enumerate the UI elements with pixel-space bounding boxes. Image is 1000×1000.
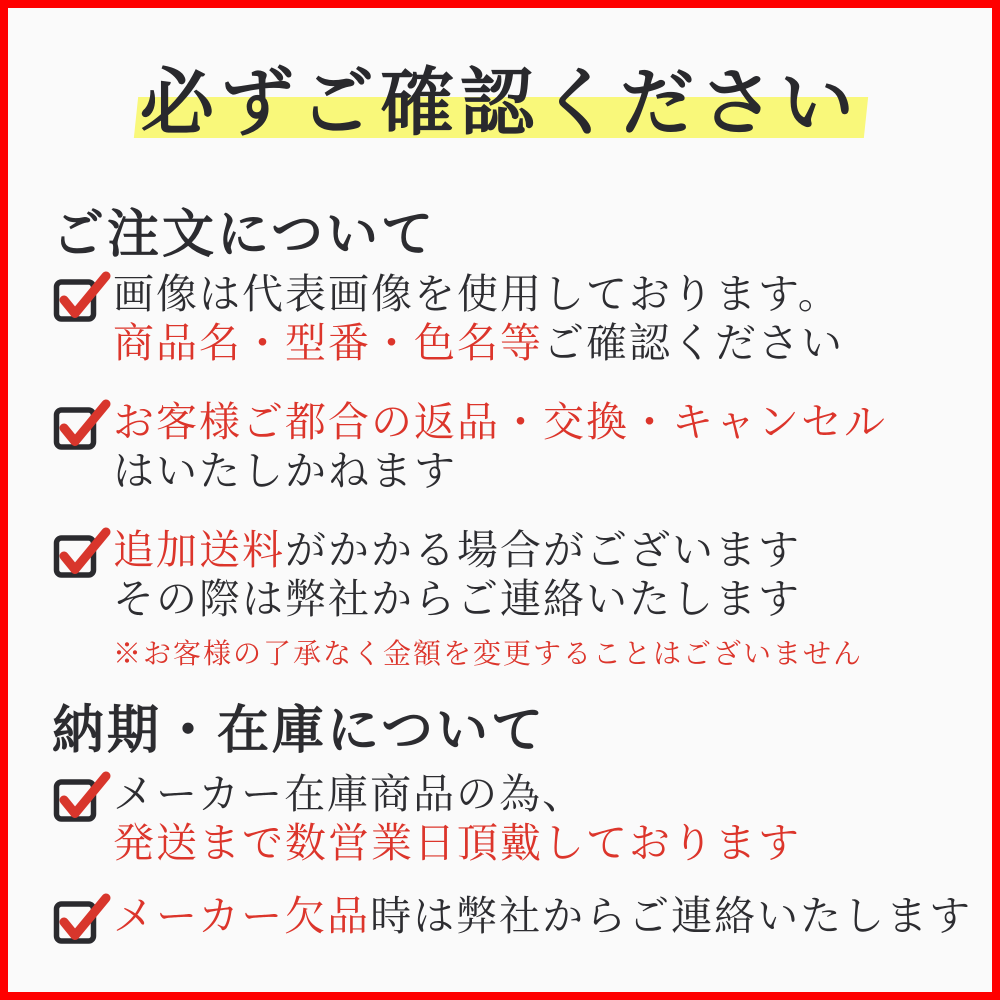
item-text [113,398,887,496]
item-line [113,270,844,319]
item-line-text: はいたしかねます [113,448,457,494]
item-line-emphasis: 発送まで数営業日頂戴しております [113,820,801,866]
checkbox-checked-icon [53,527,111,581]
item-line [113,447,887,496]
item-text [113,270,844,368]
list-item [53,270,844,368]
item-line-text: 画像は代表画像を使用しております。 [113,271,841,317]
item-line-emphasis: 追加送料 [113,527,285,573]
item-line [113,575,863,624]
item-line-text: メーカー在庫商品の為、 [113,771,586,817]
checkbox-checked-icon [53,771,111,825]
item-line [113,819,801,868]
checkbox-checked-icon [53,893,111,947]
list-item [53,526,863,672]
section-heading-stock: 納期・在庫について [52,703,546,760]
list-item [53,398,887,496]
list-item [53,892,972,947]
list-item [53,770,801,868]
item-line-emphasis: メーカー欠品 [113,893,371,939]
section-heading-order: ご注文について [52,207,436,264]
item-text [113,892,972,941]
item-line-text: ご確認ください [543,320,844,366]
item-text [113,526,863,672]
page-title: 必ずご確認ください [140,63,860,145]
checkbox-checked-icon [53,399,111,453]
item-line-emphasis: 商品名・型番・色名等 [113,320,543,366]
item-note: ※お客様の了承なく金額を変更することはございません [113,639,864,670]
item-line-text: がかかる場合がございます [285,527,801,573]
item-line [113,398,887,447]
item-line [113,526,863,575]
item-line-emphasis: お客様ご都合の返品・交換・キャンセル [113,399,887,445]
item-line-text: その際は弊社からご連絡いたします [113,576,801,622]
item-line [113,770,801,819]
item-line-text: 時は弊社からご連絡いたします [370,893,973,939]
item-text [113,770,801,868]
checkbox-checked-icon [53,271,111,325]
item-line [113,319,844,368]
item-line [113,892,972,941]
